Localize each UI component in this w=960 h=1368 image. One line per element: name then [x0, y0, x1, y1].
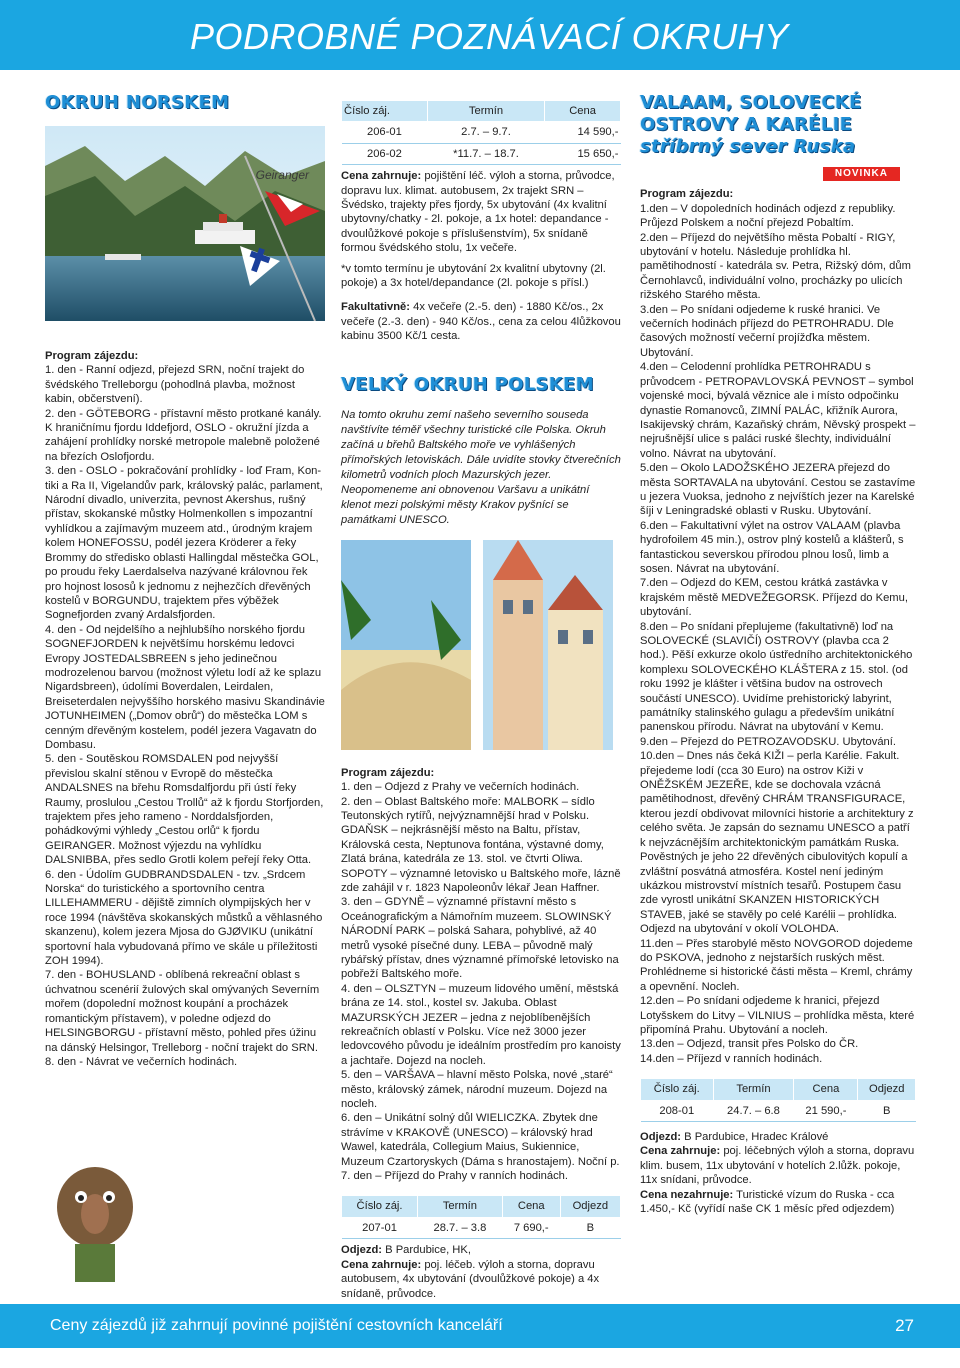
poland-intro: Na tomto okruhu zemí našeho severního souseda navštívíte téměř všechny turistické cíle Polska. Okruh začíná u břehů Baltského moře ve vyhlášených přímořských letoviskách. Dále uvidíte stovky čtverečních kilometrů vodních ploch Mazurských jezer. Neopomeneme ani obnovenou Varšavu a unikátní klenot mezi polskými městy Krakov pyšnící se památkami UNESCO.	[341, 408, 621, 526]
russia-title-line-3: stříbrný sever Ruska	[640, 136, 856, 157]
table-row	[342, 1217, 621, 1238]
tour-term: 2.7. – 9.7.	[427, 122, 544, 143]
day-9: 9.den – Přejezd do PETROZAVODSKU. Ubytování.	[640, 735, 896, 748]
footer-slogan: Ceny zájezdů již zahrnují povinné pojištění cestovních kanceláří	[50, 1317, 503, 1334]
tour-price: 15 650,-	[545, 143, 621, 164]
includes-label: Cena zahrnuje:	[341, 170, 422, 183]
geiranger-photo	[45, 126, 325, 321]
russia-title	[640, 92, 916, 158]
day-1: 1. den – Odjezd z Prahy ve večerních hodinách.	[341, 781, 580, 794]
day-6: 6.den – Fakultativní výlet na ostrov VALAAM (plavba hydrofoilem 45 min.), ostrov plný kostelů a klášterů, s fantastickou severskou přírodou plnou losů, limb a sosen. Návrat na ubytování.	[640, 519, 904, 575]
col-header-price: Cena	[502, 1196, 560, 1217]
col-header-term: Termín	[713, 1079, 794, 1100]
novinka-badge: NOVINKA	[823, 167, 900, 181]
day-2: 2.den – Příjezd do největšího města Pobaltí - RIGY, ubytování v hotelu. Následuje prohlídka hl. pamětihodností - katedrála sv. Petra, Rižský dóm, dům Černohlavců, individuální volno, procházky po ulicích rižského Starého města.	[640, 231, 911, 302]
photo-caption: Geiranger	[255, 168, 309, 182]
day-7: 7.den – Odjezd do KEM, cestou krátká zastávka v krajském městě MEDVEŽEGORSK. Příjezd do Kemu, ubytování.	[640, 577, 908, 619]
departure-label: Odjezd:	[640, 1131, 682, 1143]
tour-term: 24.7. – 6.8	[713, 1100, 794, 1121]
russia-title-line-2: OSTROVY A KARÉLIE	[640, 114, 853, 135]
table-row	[641, 1100, 916, 1121]
excludes-text: Turistické vízum do Ruska - cca 1.450,- Kč (vyřídí naše CK 1 měsíc před odjezdem)	[640, 1188, 895, 1216]
col-header-number: Číslo záj.	[641, 1079, 714, 1100]
norway-section	[45, 92, 325, 1069]
program-heading: Program zájezdu:	[640, 188, 734, 201]
russia-title-line-1: VALAAM, SOLOVECKÉ	[640, 92, 862, 113]
day-14: 14.den – Příjezd v ranních hodinách.	[640, 1052, 823, 1065]
poland-photos	[341, 540, 621, 760]
page-title: PODROBNÉ POZNÁVACÍ OKRUHY	[190, 16, 789, 57]
day-2: 2. den – Oblast Baltského moře: MALBORK – sídlo Teutonských rytířů, nejvýznamnější hrad v Polsku. GDAŇSK – nejkrásnější město na Baltu, přístav, Královská cesta, Neptunova fontána, výstavné domy, Zlatá brána, katedrála ze 13. stol. ve čtvrti Oliwa. SOPOTY – významné letovisko u Baltského moře, lázně zde zahájil v r. 1823 Napoleonův lékař Jean Haffner.	[341, 795, 621, 894]
fjord-illustration	[45, 126, 325, 321]
day-5: 5. den – VARŠAVA – hlavní město Polska, nové „staré“ město, královský zámek, národní muzeum. Dojezd na nocleh.	[341, 1069, 613, 1111]
departure-text: B Pardubice, Hradec Králové	[684, 1131, 829, 1143]
poland-price-table	[341, 1195, 621, 1239]
day-4: 4.den – Celodenní prohlídka PETROHRADU s průvodcem - PETROPAVLOVSKÁ PEVNOST – symbol vojenské moci, bývalá věznice ale i místo odpočinku dynastie Romanovců, ZIMNÍ PALÁC, křižník Aurora, Isakijevský chrám, Kazaňský chrám, Něvský prospekt – nejrušnější ulice s paláci ruské šlechty, individuální volno. Návrat na ubytování.	[640, 361, 916, 460]
poland-program	[341, 766, 621, 1184]
norway-program	[45, 349, 325, 1069]
day-7: 7. den - BOHUSLAND - oblíbená rekreační oblast s úchvatnou scenérií žulových skal omývaných Severním mořem (dopolední možnost koupání a procházek romantickým přístavem), v poledne odjezd do HELSINGBORGU - přístavní město, pohled přes úžinu na dánský Helsingor, Trelleborg - noční trajekt do SRN.	[45, 969, 320, 1054]
tour-number: 207-01	[342, 1217, 418, 1238]
russia-excludes	[640, 1188, 916, 1217]
tour-price: 14 590,-	[545, 122, 621, 143]
day-5: 5. den - Soutěskou ROMSDALEN pod nejvyšší převislou skalní stěnou v Evropě do městečka ANDALSNES na břehu Romsdalfjordu při ústí řeky Raumy, proslulou „Cestou Trollů“ až k fjordu Storfjorden, trajektem přes jeho rameno - Norddalsfjorden, pohádkovými výhledy „Cestou orlů“ k fjordu GEIRANGER. Možnost výjezdu na vyhlídku DALSNIBBA, přes sedlo Grotli kolem peřejí řeky Otta.	[45, 753, 324, 867]
day-11: 11.den – Přes starobylé město NOVGOROD dojedeme do PSKOVA, jednoho z nejstarších ruských měst. Prohlédneme si historické části města – Kreml, chrámy a opevnění. Nocleh.	[640, 937, 913, 993]
tour-number: 208-01	[641, 1100, 714, 1121]
russia-price-table	[640, 1078, 916, 1122]
col-header-departure: Odjezd	[560, 1196, 620, 1217]
day-10: 10.den – Dnes nás čeká KIŽI – perla Karélie. Fakult. přejedeme lodí (cca 30 Euro) na ostrov Kiži v ONĚŽSKÉM JEZEŘE, kde se dochovala vzácná pamětihodnost, dřevěný CHRÁM TRANSFIGURACE, kterou jezdí obdivovat milovníci historie a architektury z celého světa. Je zapsán do seznamu UNESCO a patří k nejvzácnějším architektonickým památkám Ruska. Pověstných je jeho 22 dřevěných cibulovitých kopulí a zvláštní posvátná atmosféra. Kostel není jediným ukázkou mistrovství místních tesařů. Postupem času zde vyrostl unikátní SKANZEN HISTORICKÝCH STAVEB, jaké se stavěly po celé Karélii – prohlídka. Odjezd na ubytování v okolí VOLOHDA.	[640, 750, 914, 936]
novinka-wrap	[640, 166, 916, 181]
tour-price: 7 690,-	[502, 1217, 560, 1238]
excludes-label: Cena nezahrnuje:	[640, 1188, 734, 1201]
col-header-number: Číslo záj.	[342, 1196, 418, 1217]
col-header-term: Termín	[427, 101, 544, 122]
day-6: 6. den - Údolím GUDBRANDSDALEN - tzv. „Srdcem Norska“ do turistického a sportovního centra LILLEHAMMERU - dějiště zimních olympijských her v roce 1994 (návštěva skokanských můstků a věhlasného skanzenu), kolem jezera Mjosa do GJØVIKU (unikátní sportovní hala vybudovaná přímo ve skále u příležitosti ZOH 1994).	[45, 868, 323, 968]
day-1: 1. den - Ranní odjezd, přejezd SRN, noční trajekt do švédského Trelleborgu (pohodlná plavba, možnost kabin, občerstvení).	[45, 364, 305, 406]
tour-number: 206-02	[342, 143, 428, 164]
program-heading: Program zájezdu:	[45, 350, 139, 362]
day-3: 3.den – Po snídani odjedeme k ruské hranici. Ve večerních hodinách příjezd do PETROHRADU. Dle časových možností večerní projížďka městem. Ubytování.	[640, 303, 894, 359]
day-5: 5.den – Okolo LADOŽSKÉHO JEZERA přejezd do města SORTAVALA na ubytování. Cestou se zastavíme u jezera Vuoksa, jednoho z nejvíštích jezer na Karelské šíji v Leningradské oblasti v Rusku. Ubytování.	[640, 462, 916, 518]
day-1: 1.den – V dopoledních hodinách odjezd z republiky. Průjezd Polskem a noční přejezd Pobaltím.	[640, 202, 896, 230]
col-header-departure: Odjezd	[858, 1079, 916, 1100]
tour-departure: B	[858, 1100, 916, 1121]
optional-text: 4x večeře (2.-5. den) - 1880 Kč/os., 2x večeře (2.-3. den) - 940 Kč/os., cena za celou 4lůžkovou kabinu 3500 Kč/1 cesta.	[341, 301, 621, 343]
tour-number: 206-01	[342, 122, 428, 143]
col-header-price: Cena	[545, 101, 621, 122]
poland-title: VELKÝ OKRUH POLSKEM	[341, 373, 594, 395]
includes-text: pojištění léč. výloh a storna, průvodce, dopravu lux. klimat. autobusem, 2x trajekt SRN – Švédsko, trajekty přes fjordy, 5x ubytování (4x kvalitní ubytovny/chatky - 2l. pokoje, a 1x hotel: depandance - dvoulůžkové pokoje s příslušenstvím), 5x snídaně formou švédského stolu, 1x večeře.	[341, 170, 615, 255]
day-4: 4. den - Od nejdelšího a nejhlubšího norského fjordu SOGNEFJORDEN k největšímu horskému ledovci Evropy JOSTEDALSBREEN s jeho jedinečnou modrozelenou barvou (možnost výletu lodí až ke splazu Nigardsbreen), údolími Boverdalen, Leirdalen, Breiseterdalen nejvyššího horského masivu Skandinávie JOTUNHEIMEN („Domov obrů“) do městečka LOM s cenným dřevěným kostelem, podél jezera Vagavatn do Dombasu.	[45, 623, 325, 751]
middle-column	[341, 100, 621, 1301]
table-row	[342, 122, 621, 143]
norway-optional	[341, 300, 621, 343]
russia-includes	[640, 1144, 916, 1187]
day-6: 6. den – Unikátní solný důl WIELICZKA. Zbytek dne strávíme v KRAKOVĚ (UNESCO) – královský hrad Wawel, katedrála, Collegium Maius, Sukiennice, Muzeum Czartoryskych (Dáma s hranostajem). Noční p.	[341, 1112, 620, 1168]
day-13: 13.den – Odjezd, transit přes Polsko do ČR.	[640, 1038, 859, 1051]
tour-term: 28.7. – 3.8	[418, 1217, 503, 1238]
program-heading: Program zájezdu:	[341, 766, 435, 779]
includes-label: Cena zahrnuje:	[341, 1258, 422, 1271]
col-header-number: Číslo záj.	[342, 101, 428, 122]
col-header-price: Cena	[794, 1079, 858, 1100]
norway-title: OKRUH NORSKEM	[45, 92, 230, 113]
russia-departure	[640, 1130, 916, 1144]
departure-text: B Pardubice, HK,	[385, 1244, 471, 1257]
includes-text: poj. léčeb. výloh a storna, dopravu autobusem, 4x ubytování (dvoulůžkové pokoje) a 4x snídaně, průvodce.	[341, 1258, 600, 1300]
day-3: 3. den – GDYNĚ – významné přístavní město s Oceánografickým a Námořním muzeem. SLOWINSKÝ NÁRODNÍ PARK – polská Sahara, pohyblivé, až 40 metrů vysoké písečné duny. LEBA – původně malý rybářský přístav, dnes významné přímořské letovisko na pobřeží Baltského moře.	[341, 896, 619, 981]
norway-includes	[341, 169, 621, 255]
day-4: 4. den – OLSZTYN – muzeum lidového umění, městská brána ze 14. stol., kostel sv. Jakuba. Oblast MAZURSKÝCH JEZER – jedna z nejoblíbenějších rekreačních oblastí v Polsku. Více než 3000 jezer ledovcového původu je ideálním prostředím pro kanoisty a jachtaře. Dojezd na nocleh.	[341, 982, 621, 1067]
norway-note: *v tomto termínu je ubytování 2x kvalitní ubytovny (2l. pokoje) a 3x hotel/depandance (2l. pokoje s přísl.)	[341, 262, 606, 290]
troll-illustration	[45, 1152, 145, 1282]
poland-includes	[341, 1258, 621, 1301]
town-photo	[483, 540, 613, 750]
optional-label: Fakultativně:	[341, 301, 411, 314]
tour-departure: B	[560, 1217, 620, 1238]
day-8: 8. den - Návrat ve večerních hodinách.	[45, 1055, 238, 1068]
day-3: 3. den - OSLO - pokračování prohlídky - loď Fram, Kon-tiki a Ra II, Vigelandův park, královský palác, parlament, Národní divadlo, univerzita, pevnost Akershus, rušný přístav, skokanské můstky Holmenkollen s impozantní vyhlídkou a zajímavým muzeem atd., úrodným krajem kolem HONEFOSSU, podél jezera Kröderer a řeky Brommy do středisko oblasti Hallingdal městečka GOL, po proudu řeky Laerdalselva nazývané královnou řek pro hojnost lososů k jednomu z nejhezčích dřevěných kostelů v BORGUNDU, trajektem přes výběžek Sognefjorden zvaný Ardalsfjorden.	[45, 465, 323, 622]
russia-program	[640, 187, 916, 1066]
tour-price: 21 590,-	[794, 1100, 858, 1121]
page-number: 27	[895, 1316, 914, 1335]
russia-section	[640, 92, 916, 1216]
norway-price-table	[341, 100, 621, 165]
day-2: 2. den - GÖTEBORG - přístavní město protkané kanály. K hraničnímu fjordu Iddefjord, OSLO - okružní jízda a zahájení prohlídky norské metropole malebně položené na březích Oslofjordu.	[45, 407, 322, 463]
troll-photo	[45, 1152, 145, 1282]
departure-label: Odjezd:	[341, 1244, 383, 1257]
col-header-term: Termín	[418, 1196, 503, 1217]
day-8: 8.den – Po snídani přeplujeme (fakultativně) loď na SOLOVECKÉ (SLAVIČÍ) OSTROVY (plavba cca 2 hod.). Pěší exkurze okolo ústředního architektonického komplexu SOLOVECKÉHO KLÁŠTERA z 15. stol. (od roku 1992 je klášter i většina budov na ostrovech součástí UNESCO). Uvidíme prehistorický labyrint, památníky stalinského gulagu a především unikátní panenskou přírodu. Návrat na ubytování v Kemu.	[640, 620, 913, 734]
table-row	[342, 143, 621, 164]
day-7: 7. den – Příjezd do Prahy v ranních hodinách.	[341, 1170, 569, 1183]
day-12: 12.den – Po snídani odjedeme k hranici, přejezd Lotyšskem do Litvy – VILNIUS – prohlídka města, které připomíná Prahu. Ubytování a nocleh.	[640, 995, 915, 1036]
page-header	[0, 0, 960, 70]
tour-term: *11.7. – 18.7.	[427, 143, 544, 164]
beach-photo	[341, 540, 471, 750]
page-footer	[0, 1304, 960, 1348]
includes-text: poj. léčebných výloh a storna, dopravu klim. busem, 11x ubytování v hotelích 2.lůžk. pokoje, 11x snídani, průvodce.	[640, 1145, 915, 1187]
poland-departure	[341, 1243, 621, 1257]
includes-label: Cena zahrnuje:	[640, 1145, 721, 1158]
